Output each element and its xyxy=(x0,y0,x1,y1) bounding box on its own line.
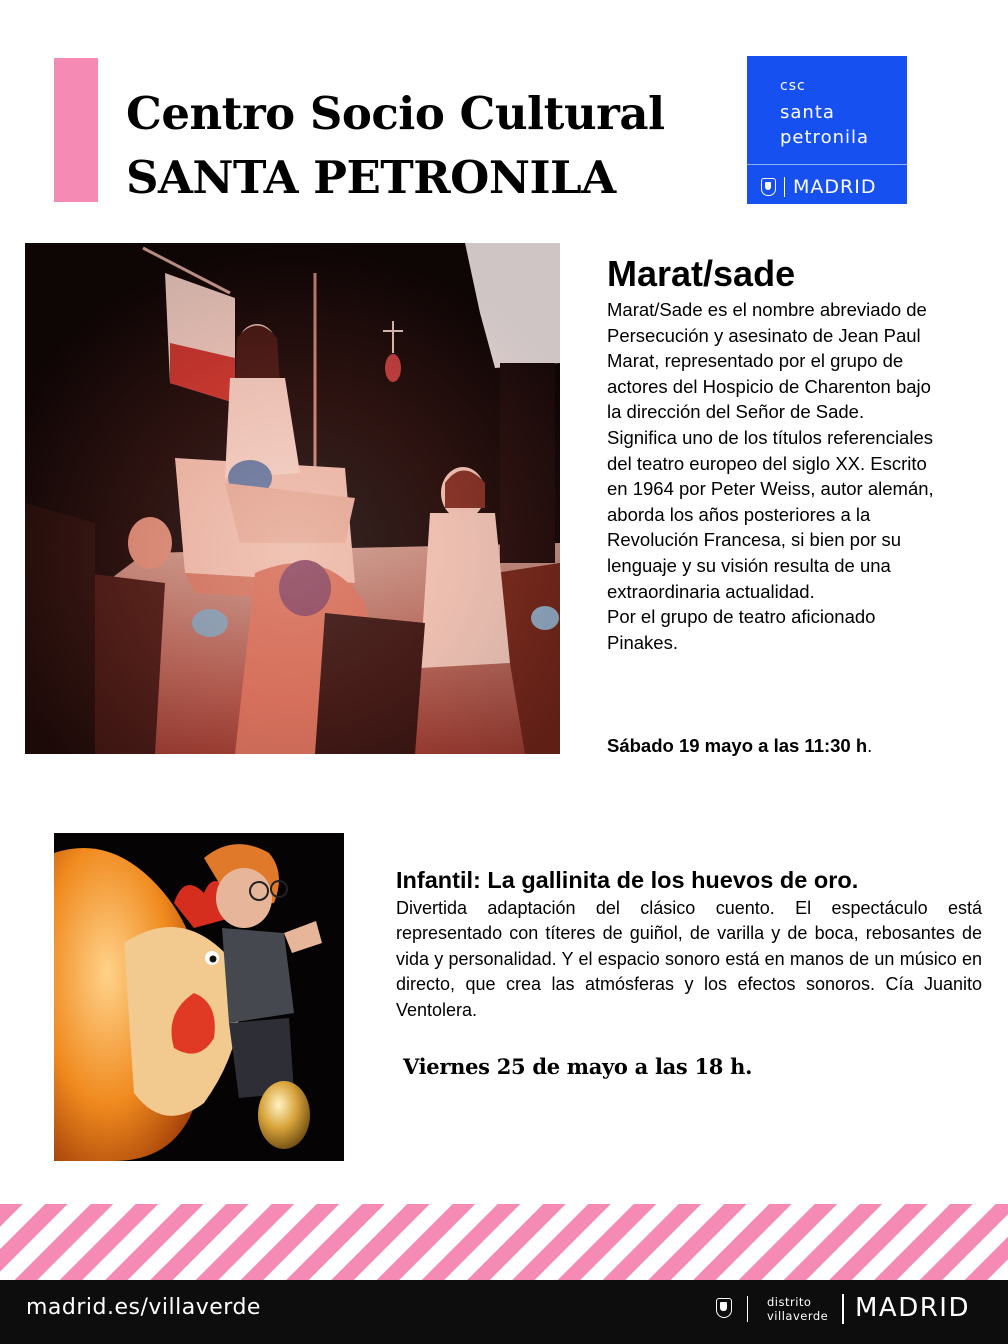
pink-accent-bar xyxy=(54,58,98,202)
footer-district-line-1: distrito xyxy=(767,1295,812,1309)
marat-sade-photo xyxy=(25,243,560,754)
marat-sade-photo-image xyxy=(25,243,560,754)
logo-separator xyxy=(784,177,785,197)
title-line-2: SANTA PETRONILA xyxy=(126,151,616,204)
event1-title: Marat/sade xyxy=(607,253,796,294)
event1-description-block xyxy=(607,297,937,655)
madrid-crest-icon xyxy=(761,178,776,196)
gallinita-puppet-photo xyxy=(54,833,344,1161)
logo-csc-label: csc xyxy=(780,78,806,94)
logo-madrid-row xyxy=(761,173,876,201)
event1-date xyxy=(607,733,872,758)
gallinita-puppet-photo-image xyxy=(54,833,344,1161)
footer-separator xyxy=(842,1294,844,1324)
logo-name-line-1: santa xyxy=(780,102,835,123)
footer-city: MADRID xyxy=(855,1293,970,1323)
footer-district xyxy=(767,1295,828,1323)
page-title xyxy=(126,82,665,210)
event1-group: Por el grupo de teatro aficionado Pinakes. xyxy=(607,606,876,653)
logo-divider xyxy=(747,164,907,165)
footer-url: madrid.es/villaverde xyxy=(26,1295,261,1320)
pink-striped-band xyxy=(0,1204,1008,1280)
event1-date-suffix: . xyxy=(867,735,873,756)
footer-bar xyxy=(0,1280,1008,1344)
footer-district-line-2: villaverde xyxy=(767,1309,829,1323)
event2-title: Infantil: La gallinita de los huevos de oro. xyxy=(396,867,859,893)
title-line-1: Centro Socio Cultural xyxy=(126,87,665,140)
csc-santa-petronila-logo xyxy=(747,56,907,204)
logo-name-line-2: petronila xyxy=(780,127,870,148)
footer-separator xyxy=(747,1296,748,1322)
event2-date: Viernes 25 de mayo a las 18 h. xyxy=(403,1054,753,1079)
event1-description: Marat/Sade es el nombre abreviado de Persecución y asesinato de Jean Paul Marat, representado por el grupo de actores del Hospicio de Charenton bajo la dirección del Señor de Sade. Significa uno de los títulos referenciales del teatro europeo del siglo XX. Escrito en 1964 por Peter Weiss, autor alemán, aborda los años posteriores a la Revolución Francesa, si bien por su lenguaje y su visión resulta de una extraordinaria actualidad. xyxy=(607,299,934,602)
madrid-crest-icon xyxy=(716,1298,732,1318)
event1-date-text: Sábado 19 mayo a las 11:30 h xyxy=(607,735,868,756)
event2-description: Divertida adaptación del clásico cuento. El espectáculo está representado con títeres de guiñol, de varilla y de boca, rebosantes de vida y personalidad. Y el espacio sonoro está en manos de un músico en directo, que crea las atmósferas y los efectos sonoros. Cía Juanito Ventolera. xyxy=(396,898,982,1020)
logo-city: MADRID xyxy=(793,176,877,198)
logo-name xyxy=(780,100,869,150)
